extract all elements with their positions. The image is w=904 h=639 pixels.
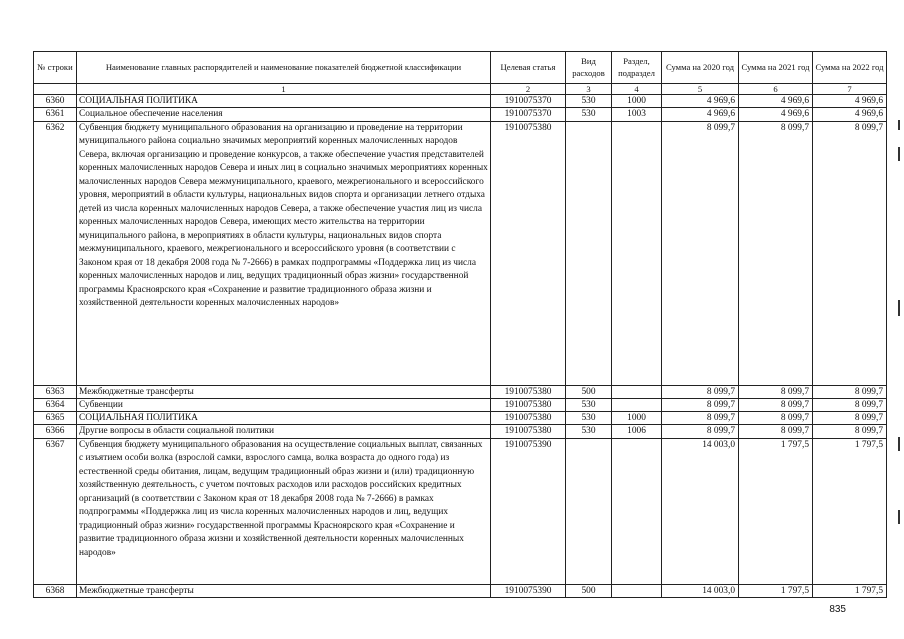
target-article: 1910075380 [491, 425, 566, 438]
sum-2022: 1 797,5 [813, 438, 887, 584]
sum-2021: 8 099,7 [739, 412, 813, 425]
scan-mark [898, 437, 900, 451]
expense-type: 500 [566, 584, 612, 597]
section [612, 385, 662, 398]
sum-2020: 8 099,7 [662, 425, 739, 438]
target-article: 1910075370 [491, 108, 566, 121]
sum-2021: 8 099,7 [739, 385, 813, 398]
row-number: 6362 [34, 121, 77, 385]
table-row [34, 95, 887, 108]
sum-2020: 8 099,7 [662, 121, 739, 385]
row-name: Субвенция бюджету муниципального образования на осуществление социальных выплат, связанных с изъятием особи волка (взрослой самки, взрослого самца, волка возраста до одного года) из естественной среды обитания, лицам, ведущим традиционный образ жизни и (или) традиционную хозяйственную деятельность, с учетом почтовых расходов или расходов российских кредитных организаций (в соответствии с Законом края от 18 декабря 2008 года № 7-2666) в рамках подпрограммы «Поддержка лиц из числа коренных малочисленных народов и лиц, ведущих традиционный образ жизни» государственной программы Красноярского края «Сохранение и развитие традиционного образа жизни и хозяйственной деятельности коренных малочисленных народов» [77, 438, 491, 584]
column-number: 1 [77, 84, 491, 95]
sum-2020: 14 003,0 [662, 584, 739, 597]
expense-type: 530 [566, 398, 612, 411]
column-number: 7 [813, 84, 887, 95]
table-row [34, 385, 887, 398]
target-article: 1910075380 [491, 412, 566, 425]
expense-type: 500 [566, 385, 612, 398]
header-sum-2021: Сумма на 2021 год [739, 52, 813, 84]
row-name: Социальное обеспечение населения [77, 108, 491, 121]
row-name: Межбюджетные трансферты [77, 584, 491, 597]
table-body [34, 84, 887, 598]
header-row [34, 52, 887, 84]
section [612, 438, 662, 584]
table-row [34, 412, 887, 425]
section [612, 398, 662, 411]
section: 1000 [612, 412, 662, 425]
sum-2022: 8 099,7 [813, 412, 887, 425]
target-article: 1910075390 [491, 584, 566, 597]
row-number: 6364 [34, 398, 77, 411]
column-number: 6 [739, 84, 813, 95]
page-number: 835 [829, 604, 846, 615]
row-number: 6368 [34, 584, 77, 597]
expense-type: 530 [566, 108, 612, 121]
section [612, 584, 662, 597]
section: 1006 [612, 425, 662, 438]
sum-2022: 8 099,7 [813, 121, 887, 385]
row-name: СОЦИАЛЬНАЯ ПОЛИТИКА [77, 412, 491, 425]
row-name: Субвенция бюджету муниципального образования на организацию и проведение на территории муниципального района социально значимых мероприятий коренных малочисленных народов Севера, включая организацию и проведение конкурсов, а также обеспечение участия представителей коренных малочисленных народов Севера и иных лиц в социально значимых мероприятиях коренных малочисленных народов Севера межмуниципального, краевого, межрегионального и всероссийского уровня, мероприятий в области культуры, национальных видов спорта и организации летнего отдыха детей из числа коренных малочисленных народов Севера, а также обеспечение участия лиц из числа коренных малочисленных народов Севера, имеющих место жительства на территории муниципального района, в мероприятиях в области культуры, национальных видов спорта межмуниципального, краевого, межрегионального и всероссийского уровня (в соответствии с Законом края от 18 декабря 2008 года № 7-2666) в рамках подпрограммы «Поддержка лиц из числа коренных малочисленных народов и лиц, ведущих традиционный образ жизни» государственной программы Красноярского края «Сохранение и развитие традиционного образа жизни и хозяйственной деятельности коренных малочисленных народов» [77, 121, 491, 385]
sum-2022: 8 099,7 [813, 398, 887, 411]
expense-type: 530 [566, 412, 612, 425]
header-name: Наименование главных распорядителей и наименование показателей бюджетной классификации [77, 52, 491, 84]
sum-2021: 8 099,7 [739, 121, 813, 385]
row-name: Межбюджетные трансферты [77, 385, 491, 398]
row-number: 6361 [34, 108, 77, 121]
sum-2021: 4 969,6 [739, 95, 813, 108]
table-row [34, 425, 887, 438]
scan-mark [898, 120, 900, 130]
sum-2020: 8 099,7 [662, 412, 739, 425]
section [612, 121, 662, 385]
sum-2022: 1 797,5 [813, 584, 887, 597]
table-row [34, 438, 887, 584]
column-number: 5 [662, 84, 739, 95]
column-number-row [34, 84, 887, 95]
column-number: 3 [566, 84, 612, 95]
sum-2020: 4 969,6 [662, 108, 739, 121]
row-number: 6367 [34, 438, 77, 584]
column-number-empty [34, 84, 77, 95]
row-number: 6366 [34, 425, 77, 438]
section: 1000 [612, 95, 662, 108]
sum-2021: 1 797,5 [739, 438, 813, 584]
target-article: 1910075380 [491, 398, 566, 411]
expense-type [566, 438, 612, 584]
sum-2021: 8 099,7 [739, 425, 813, 438]
budget-table [33, 51, 887, 598]
row-number: 6363 [34, 385, 77, 398]
table-row [34, 584, 887, 597]
row-name: СОЦИАЛЬНАЯ ПОЛИТИКА [77, 95, 491, 108]
target-article: 1910075370 [491, 95, 566, 108]
table-row [34, 121, 887, 385]
header-target: Целевая статья [491, 52, 566, 84]
row-name: Другие вопросы в области социальной политики [77, 425, 491, 438]
sum-2020: 8 099,7 [662, 385, 739, 398]
header-sum-2022: Сумма на 2022 год [813, 52, 887, 84]
sum-2020: 8 099,7 [662, 398, 739, 411]
target-article: 1910075380 [491, 121, 566, 385]
row-number: 6360 [34, 95, 77, 108]
sum-2021: 4 969,6 [739, 108, 813, 121]
column-number: 2 [491, 84, 566, 95]
sum-2022: 8 099,7 [813, 425, 887, 438]
sum-2022: 8 099,7 [813, 385, 887, 398]
header-row-no: № строки [34, 52, 77, 84]
sum-2020: 4 969,6 [662, 95, 739, 108]
column-number: 4 [612, 84, 662, 95]
expense-type: 530 [566, 95, 612, 108]
header-section: Раздел, подраздел [612, 52, 662, 84]
section: 1003 [612, 108, 662, 121]
scan-mark [898, 510, 900, 524]
target-article: 1910075390 [491, 438, 566, 584]
scan-mark [898, 300, 900, 316]
sum-2020: 14 003,0 [662, 438, 739, 584]
row-number: 6365 [34, 412, 77, 425]
table-row [34, 398, 887, 411]
target-article: 1910075380 [491, 385, 566, 398]
scan-mark [898, 147, 900, 161]
expense-type [566, 121, 612, 385]
row-name: Субвенции [77, 398, 491, 411]
table-row [34, 108, 887, 121]
header-expense-type: Вид расходов [566, 52, 612, 84]
header-sum-2020: Сумма на 2020 год [662, 52, 739, 84]
sum-2021: 1 797,5 [739, 584, 813, 597]
expense-type: 530 [566, 425, 612, 438]
sum-2022: 4 969,6 [813, 95, 887, 108]
sum-2021: 8 099,7 [739, 398, 813, 411]
sum-2022: 4 969,6 [813, 108, 887, 121]
